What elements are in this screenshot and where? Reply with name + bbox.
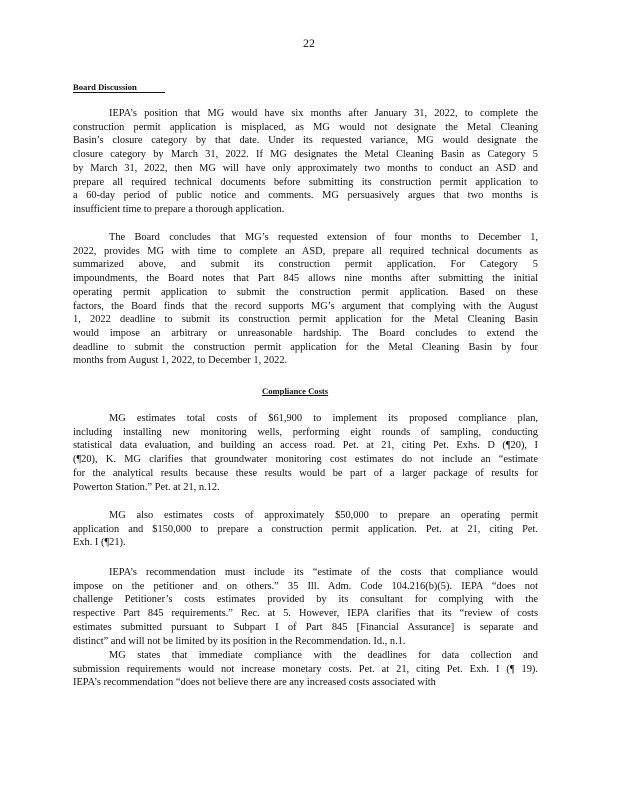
section-heading-board-discussion: Board Discussion <box>73 82 165 93</box>
paragraph-line: MG states that immediate compliance with the deadlines for data collection and <box>109 650 538 661</box>
paragraph <box>73 649 538 690</box>
paragraph-line: MG estimates total costs of $61,900 to implement its proposed compliance plan, <box>109 413 538 424</box>
paragraph-line: impoundments, the Board notes that Part 845 allows nine months after submitting the initial <box>73 273 538 285</box>
paragraph-line: deadline to submit the construction permit application for the Metal Cleaning Basin by four <box>73 341 538 353</box>
paragraph-line: Exh. I (¶21). <box>73 537 126 549</box>
paragraph-line: IEPA’s position that MG would have six months after January 31, 2022, to complete the <box>109 108 538 119</box>
paragraph-line: distinct” and will not be limited by its position in the Recommendation. Id., n.1. <box>73 635 406 647</box>
paragraph-line: The Board concludes that MG’s requested extension of four months to December 1, <box>109 232 538 243</box>
paragraph <box>73 566 538 648</box>
paragraph-line: 1, 2022 deadline to submit its construction permit application for the Metal Cleaning Basin <box>73 314 538 326</box>
paragraph-line: respective Part 845 requirements.” Rec. at 5. However, IEPA clarifies that its “review of costs <box>73 608 538 620</box>
paragraph-line: Basin’s closure category by that date. Under its requested variance, MG would designate the <box>73 135 538 147</box>
paragraph-line: construction permit application is misplaced, as MG would not designate the Metal Cleaning <box>73 121 538 133</box>
paragraph-line: summarized above, and submit its construction permit application. For Category 5 <box>73 259 538 271</box>
page-number: 22 <box>303 36 315 50</box>
paragraph-line: challenge Petitioner’s costs estimates provided by its consultant for complying with the <box>73 594 538 606</box>
paragraph-line: Powerton Station.” Pet. at 21, n.12. <box>73 481 220 493</box>
paragraph <box>73 107 538 217</box>
paragraph-line: insufficient time to prepare a thorough application. <box>73 203 285 215</box>
paragraph-line: including installing new monitoring wells, performing eight rounds of sampling, conducting <box>73 426 538 438</box>
paragraph-line: application and $150,000 to prepare a construction permit application. Pet. at 21, citing Pet. <box>73 523 538 535</box>
paragraph-line: 2022, provides MG with time to complete an ASD, prepare all required technical documents as <box>73 245 538 257</box>
paragraph-line: (¶20), K. MG clarifies that groundwater monitoring cost estimates do not include an “estimate <box>73 454 538 466</box>
paragraph-line: IEPA’s recommendation “does not believe there are any increased costs associated with <box>73 677 436 689</box>
paragraph-line: months from August 1, 2022, to December 1, 2022. <box>73 355 288 367</box>
paragraph-line: IEPA’s recommendation must include its “estimate of the costs that compliance would <box>109 567 538 578</box>
paragraph-line: MG also estimates costs of approximately $50,000 to prepare an operating permit <box>109 510 538 521</box>
paragraph <box>73 509 538 550</box>
paragraph-line: statistical data evaluation, and building an access road. Pet. at 21, citing Pet. Exhs. D (¶20), I <box>73 440 538 452</box>
paragraph <box>73 231 538 368</box>
paragraph-line: a 60-day period of public notice and comments. MG persuasively argues that two months is <box>73 190 538 202</box>
paragraph <box>73 412 538 494</box>
paragraph-line: factors, the Board finds that the record supports MG’s argument that complying with the August <box>73 300 538 312</box>
section-heading-compliance-costs: Compliance Costs <box>262 386 329 396</box>
paragraph-line: by March 31, 2022, then MG will have only approximately two months to conduct an ASD and <box>73 162 538 174</box>
paragraph-line: for the analytical results because these results would be part of a larger package of results for <box>73 467 538 479</box>
paragraph-line: impose on the petitioner and on others.” 35 Ill. Adm. Code 104.216(b)(5). IEPA “does not <box>73 580 538 592</box>
paragraph-line: estimates submitted pursuant to Subpart I of Part 845 [Financial Assurance] is separate and <box>73 621 538 633</box>
paragraph-line: submission requirements would not increase monetary costs. Pet. at 21, citing Pet. Exh. I (¶ 19). <box>73 663 538 675</box>
paragraph-line: operating permit application to submit the construction permit application. Based on these <box>73 286 538 298</box>
paragraph-line: closure category by March 31, 2022. If MG designates the Metal Cleaning Basin as Category 5 <box>73 149 538 161</box>
paragraph-line: would impose an arbitrary or unreasonable hardship. The Board concludes to extend the <box>73 327 538 339</box>
paragraph-line: prepare all required technical documents before submitting its construction permit application to <box>73 176 538 188</box>
